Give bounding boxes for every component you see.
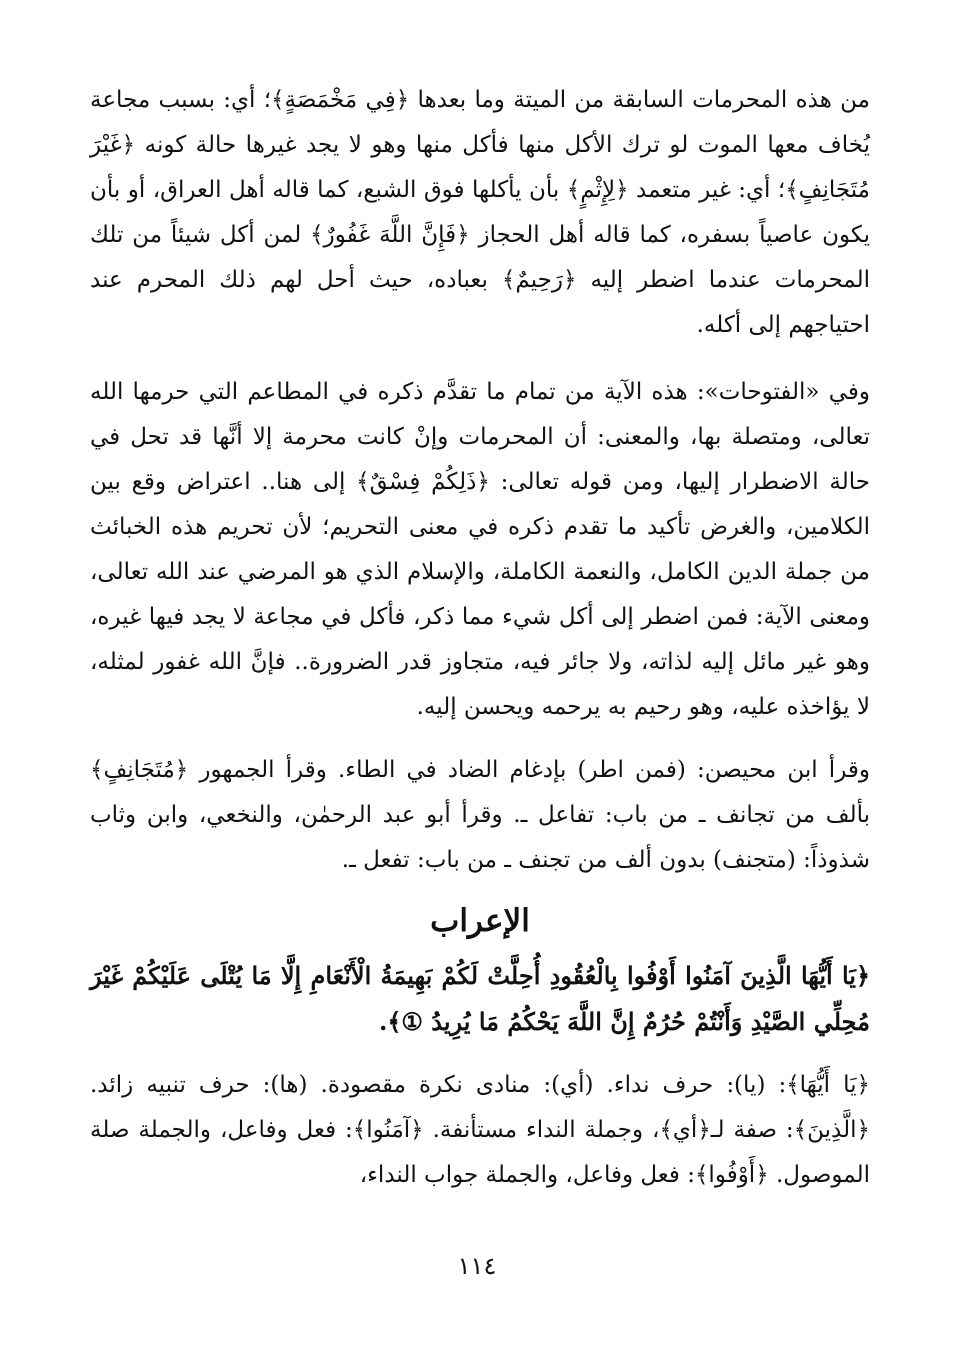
paragraph-1: من هذه المحرمات السابقة من الميتة وما بعدها ﴿فِي مَخْمَصَةٍ﴾؛ أي: بسبب مجاعة يُخاف معها الموت لو ترك الأكل منها فأكل منها وهو لا يجد غيرها حالة كونه ﴿غَيْرَ مُتَجَانِفٍ﴾؛ أي: غير متعمد ﴿لِإِثْمٍ﴾ بأن يأكلها فوق الشبع، كما قاله أهل العراق، أو بأن يكون عاصياً بسفره، كما قاله أهل الحجاز ﴿فَإِنَّ اللَّهَ غَفُورٌ﴾ لمن أكل شيئاً من تلك المحرمات عندما اضطر إليه ﴿رَحِيمٌ﴾ بعباده، حيث أحل لهم ذلك المحرم عند احتياجهم إلى أكله. — [90, 87, 870, 338]
section-heading: الإعراب — [430, 903, 530, 939]
page-body — [90, 78, 870, 1198]
quran-verse: ﴿يَا أَيُّهَا الَّذِينَ آمَنُوا أَوْفُوا بِالْعُقُودِ أُحِلَّتْ لَكُمْ بَهِيمَةُ الْأَنْعَامِ إِلَّا مَا يُتْلَى عَلَيْكُمْ غَيْرَ مُحِلِّي الصَّيْدِ وَأَنْتُمْ حُرُمٌ إِنَّ اللَّهَ يَحْكُمُ مَا يُرِيدُ ①﴾. — [90, 961, 870, 1036]
paragraph-4: ﴿يَا أَيُّهَا﴾: (يا): حرف نداء. (أي): منادى نكرة مقصودة. (ها): حرف تنبيه زائد. ﴿الَّذِينَ﴾: صفة لـ﴿أي﴾، وجملة النداء مستأنفة. ﴿آمَنُوا﴾: فعل وفاعل، والجملة صلة الموصول. ﴿أَوْفُوا﴾: فعل وفاعل، والجملة جواب النداء، — [90, 1072, 870, 1188]
page-number: ١١٤ — [457, 1252, 497, 1280]
paragraph-2: وفي «الفتوحات»: هذه الآية من تمام ما تقدَّم ذكره في المطاعم التي حرمها الله تعالى، ومتصلة بها، والمعنى: أن المحرمات وإنْ كانت محرمة إلا أنَّها قد تحل في حالة الاضطرار إليها، ومن قوله تعالى: ﴿ذَلِكُمْ فِسْقٌ﴾ إلى هنا.. اعتراض وقع بين الكلامين، والغرض تأكيد ما تقدم ذكره في معنى التحريم؛ لأن تحريم هذه الخبائث من جملة الدين الكامل، والنعمة الكاملة، والإسلام الذي هو المرضي عند الله تعالى، ومعنى الآية: فمن اضطر إلى أكل شيء مما ذكر، فأكل في مجاعة لا يجد فيها غيره، وهو غير مائل إليه لذاته، ولا جائر فيه، متجاوز قدر الضرورة.. فإنَّ الله غفور لمثله، لا يؤاخذه عليه، وهو رحيم به يرحمه ويحسن إليه. — [90, 379, 870, 720]
paragraph-3: وقرأ ابن محيصن: (فمن اطر) بإدغام الضاد في الطاء. وقرأ الجمهور ﴿مُتَجَانِفٍ﴾ بألف من تجانف ـ من باب: تفاعل ـ. وقرأ أبو عبد الرحمٰن، والنخعي، وابن وثاب شذوذاً: (متجنف) بدون ألف من تجنف ـ من باب: تفعل ـ. — [90, 757, 870, 873]
